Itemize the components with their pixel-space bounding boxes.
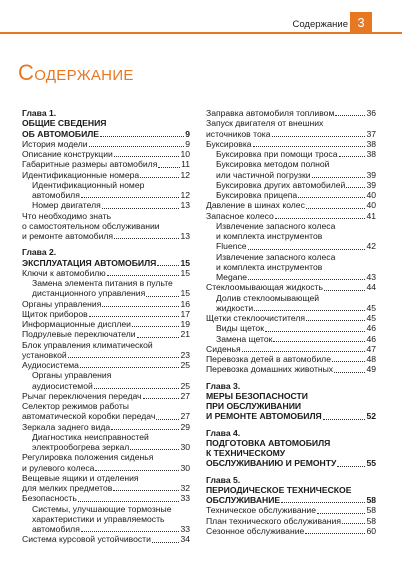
toc-page-number: 38 <box>366 149 376 159</box>
page-title: Содержание <box>18 60 134 85</box>
toc-entry-text: ПЕРИОДИЧЕСКОЕ ТЕХНИЧЕСКОЕ <box>206 484 352 495</box>
toc-entry-title: для мелких предметов <box>22 483 113 493</box>
toc-page-number: 40 <box>366 200 376 211</box>
toc-page-number: 19 <box>180 319 190 329</box>
leader-dots <box>242 351 366 352</box>
toc-entry-text: Системы, улучшающие тормозные <box>32 503 172 514</box>
toc-entry-text: ПОДГОТОВКА АВТОМОБИЛЯ <box>206 437 331 448</box>
leader-dots <box>254 310 365 311</box>
toc-page-number: 15 <box>180 267 190 278</box>
toc-page-number: 48 <box>366 354 376 364</box>
toc-entry-title: Запасное колесо <box>206 210 274 221</box>
toc-entry-text: Долив стеклоомывающей <box>216 292 320 303</box>
toc-entry-text: Идентификационный номер <box>32 179 145 190</box>
toc-entry-title: Зеркала заднего вида <box>22 421 111 432</box>
leader-dots <box>81 197 180 198</box>
leader-dots <box>275 218 366 219</box>
toc-entry[interactable] <box>206 180 376 190</box>
toc-entry-title: и рулевого колеса <box>22 462 95 473</box>
leader-dots <box>111 429 179 430</box>
leader-dots <box>157 265 179 266</box>
toc-page-number: 45 <box>366 302 376 313</box>
toc-entry[interactable] <box>22 381 190 391</box>
toc-entry-title: Megane <box>216 272 248 282</box>
toc-entry-title: Ключи к автомобилю <box>22 267 106 278</box>
toc-page-number: 58 <box>366 515 376 526</box>
toc-entry-title: ОБСЛУЖИВАНИЕ <box>206 495 281 505</box>
toc-entry[interactable] <box>22 463 190 473</box>
toc-page-number: 41 <box>366 210 376 221</box>
toc-entry[interactable] <box>206 139 376 149</box>
toc-entry[interactable] <box>22 350 190 360</box>
leader-dots <box>100 136 184 137</box>
leader-dots <box>78 501 180 502</box>
toc-entry-title: Щетки стеклоочистителя <box>206 313 305 323</box>
toc-page-number: 44 <box>366 282 376 293</box>
leader-dots <box>113 490 179 491</box>
toc-entry-title: Виды щеток <box>216 323 264 334</box>
toc-page-number: 12 <box>180 169 190 180</box>
toc-page-number: 13 <box>180 200 190 211</box>
leader-dots <box>281 502 365 503</box>
toc-entry-title: Описание конструкции <box>22 149 113 159</box>
toc-entry-title: Сиденья <box>206 343 241 354</box>
toc-entry[interactable] <box>22 170 190 180</box>
toc-entry-title: ЭКСПЛУАТАЦИЯ АВТОМОБИЛЯ <box>22 257 157 268</box>
toc-entry[interactable] <box>206 334 376 344</box>
toc-entry-title: аудиосистемой <box>32 380 93 391</box>
toc-entry-text: Органы управления <box>32 370 112 381</box>
page-number: 3 <box>350 12 372 34</box>
leader-dots <box>156 419 179 420</box>
toc-page-number: 33 <box>180 493 190 504</box>
toc-entry-text: Запуск двигателя от внешних <box>206 118 324 129</box>
leader-dots <box>317 513 365 514</box>
toc-entry[interactable] <box>206 411 376 421</box>
toc-entry-title: Щиток приборов <box>22 308 88 319</box>
toc-entry[interactable] <box>22 391 190 401</box>
toc-entry-title: автомобиля <box>32 524 80 534</box>
toc-entry-title: Fluence <box>216 241 247 252</box>
toc-entry-title: Рычаг переключения передач <box>22 390 142 401</box>
toc-entry[interactable] <box>22 534 190 544</box>
toc-page-number: 52 <box>366 411 376 422</box>
toc-page-number: 39 <box>366 169 376 180</box>
leader-dots <box>323 419 366 420</box>
leader-dots <box>306 320 365 321</box>
toc-entry[interactable] <box>22 268 190 278</box>
toc-page-number: 38 <box>366 138 376 149</box>
toc-entry[interactable] <box>206 200 376 210</box>
toc-page-number: 43 <box>366 272 376 282</box>
toc-entry-title: Органы управления <box>22 298 102 309</box>
leader-dots <box>114 156 180 157</box>
toc-entry-title: Заправка автомобиля топливом <box>206 108 335 118</box>
toc-entry[interactable] <box>206 323 376 333</box>
toc-entry-text: Регулировка положения сиденья <box>22 452 154 463</box>
toc-entry-text: Вещевые ящики и отделения <box>22 472 139 483</box>
toc-page-number: 12 <box>180 190 190 200</box>
toc-entry-title: История модели <box>22 138 88 149</box>
chapter-label: Глава 1. <box>22 108 57 118</box>
toc-entry-title: Давление в шинах колес <box>206 200 305 211</box>
toc-entry-title: Информационные дисплеи <box>22 319 131 329</box>
header-rule <box>0 32 402 34</box>
toc-entry-text: ОБЩИЕ СВЕДЕНИЯ <box>22 118 107 129</box>
toc-entry-title: Подрулевые переключатели <box>22 329 136 340</box>
leader-dots <box>253 146 366 147</box>
toc-entry[interactable] <box>22 329 190 339</box>
toc-page-number: 25 <box>180 360 190 370</box>
leader-dots <box>248 249 366 250</box>
toc-page-number: 34 <box>180 534 190 545</box>
toc-page-number: 36 <box>366 108 376 118</box>
leader-dots <box>102 208 180 209</box>
toc-entry-text: Селектор режимов работы <box>22 401 129 411</box>
toc-entry[interactable] <box>22 231 190 241</box>
toc-page-number: 16 <box>180 298 190 309</box>
toc-page-number: 33 <box>180 524 190 534</box>
chapter-label: Глава 4. <box>206 427 241 438</box>
toc-entry[interactable] <box>22 139 190 149</box>
toc-page-number: 39 <box>366 179 376 190</box>
toc-entry[interactable] <box>206 458 376 468</box>
toc-entry-title: Буксировка <box>206 138 252 149</box>
toc-entry[interactable] <box>206 354 376 364</box>
toc-entry-text: Диагностика неисправностей <box>32 431 149 442</box>
leader-dots <box>306 208 366 209</box>
chapter-label: Глава 3. <box>206 380 241 391</box>
toc-entry-title: Буксировка прицепа <box>216 190 298 200</box>
toc-page-number: 37 <box>366 128 376 139</box>
toc-entry[interactable] <box>206 149 376 159</box>
toc-entry-title: и ремонте автомобиля <box>22 231 114 241</box>
toc-entry-title: Система курсовой устойчивости <box>22 534 151 545</box>
leader-dots <box>68 357 180 358</box>
toc-page-number: 58 <box>366 505 376 516</box>
toc-entry[interactable] <box>206 364 376 374</box>
toc-entry-title: План технического обслуживания <box>206 515 341 526</box>
toc-entry-title: Номер двигателя <box>32 200 101 211</box>
toc-page-number: 23 <box>180 349 190 360</box>
toc-entry-title: Габаритные размеры автомобиля <box>22 159 158 170</box>
leader-dots <box>265 331 365 332</box>
toc-page-number: 11 <box>181 159 190 170</box>
toc-entry[interactable] <box>206 303 376 313</box>
leader-dots <box>342 523 365 524</box>
leader-dots <box>132 326 180 327</box>
toc-entry[interactable] <box>206 108 376 118</box>
toc-page-number: 30 <box>180 442 190 452</box>
leader-dots <box>140 177 179 178</box>
leader-dots <box>137 337 180 338</box>
toc-page-number: 46 <box>366 333 376 344</box>
toc-entry-title: Замена щеток <box>216 333 273 344</box>
leader-dots <box>346 187 365 188</box>
leader-dots <box>248 279 365 280</box>
leader-dots <box>312 177 366 178</box>
toc-entry[interactable] <box>206 129 376 139</box>
toc-entry[interactable] <box>206 190 376 200</box>
toc-page-number: 15 <box>180 257 190 268</box>
toc-entry-text: Что необходимо знать <box>22 210 112 221</box>
toc-page-number: 27 <box>180 390 190 401</box>
toc-entry[interactable] <box>206 313 376 323</box>
toc-entry-text: и комплекта инструментов <box>216 231 323 241</box>
toc-entry-title: автомобиля <box>32 190 80 200</box>
toc-page-number: 32 <box>180 483 190 493</box>
toc-page-number: 40 <box>366 190 376 200</box>
toc-entry-title: Сезонное обслуживание <box>206 525 305 536</box>
leader-dots <box>143 398 180 399</box>
toc-entry[interactable] <box>22 200 190 210</box>
toc-entry-title: Аудиосистема <box>22 360 79 370</box>
toc-page-number: 60 <box>366 525 376 536</box>
toc-entry-title: автоматической коробки передач <box>22 411 156 422</box>
toc-page-number: 13 <box>180 231 190 241</box>
toc-entry-text: характеристики и управляемость <box>32 513 165 524</box>
toc-entry-text: МЕРЫ БЕЗОПАСНОСТИ <box>206 390 308 401</box>
toc-entry-title: источников тока <box>206 128 271 139</box>
toc-entry-text: о самостоятельном обслуживании <box>22 220 160 231</box>
toc-entry-title: Перевозка домашних животных <box>206 364 334 375</box>
toc-entry-title: электрообогрева зеркал <box>32 442 130 452</box>
toc-entry[interactable] <box>22 483 190 493</box>
leader-dots <box>152 542 180 543</box>
leader-dots <box>95 470 179 471</box>
toc-entry[interactable] <box>22 411 190 421</box>
toc-page-number: 30 <box>180 462 190 473</box>
toc-entry-title: или частичной погрузки <box>216 169 311 180</box>
leader-dots <box>158 167 180 168</box>
toc-page-number: 58 <box>366 495 376 505</box>
toc-entry[interactable] <box>206 241 376 251</box>
toc-page-number: 45 <box>366 313 376 323</box>
toc-page-number: 9 <box>185 128 190 139</box>
toc-entry-title: Безопасность <box>22 493 77 504</box>
leader-dots <box>80 367 179 368</box>
leader-dots <box>272 136 366 137</box>
leader-dots <box>89 316 180 317</box>
leader-dots <box>337 466 365 467</box>
toc-entry-text: Извлечение запасного колеса <box>216 220 336 231</box>
page-header <box>0 0 402 40</box>
toc-entry[interactable] <box>22 258 190 268</box>
leader-dots <box>130 449 179 450</box>
toc-entry[interactable] <box>22 360 190 370</box>
toc-entry-title: ОБ АВТОМОБИЛЕ <box>22 128 100 139</box>
chapter-label: Глава 5. <box>206 474 241 485</box>
toc-entry-text: Извлечение запасного колеса <box>216 251 336 262</box>
leader-dots <box>146 296 179 297</box>
toc-entry-text: Буксировка методом полной <box>216 159 330 170</box>
leader-dots <box>102 306 179 307</box>
toc-entry-title: Перевозка детей в автомобиле <box>206 354 331 364</box>
toc-entry[interactable] <box>22 319 190 329</box>
toc-page-number: 27 <box>180 411 190 422</box>
toc-entry-title: дистанционного управления <box>32 288 146 299</box>
toc-entry-title: Буксировка при помощи троса <box>216 149 338 159</box>
toc-entry[interactable] <box>206 516 376 526</box>
leader-dots <box>89 146 185 147</box>
toc-entry-title: жидкости <box>216 302 254 313</box>
toc-column-right <box>206 108 376 536</box>
leader-dots <box>324 290 366 291</box>
leader-dots <box>107 275 180 276</box>
leader-dots <box>94 388 180 389</box>
toc-entry[interactable] <box>22 309 190 319</box>
toc-entry-title: Буксировка других автомобилей <box>216 179 346 190</box>
toc-entry[interactable] <box>206 344 376 354</box>
toc-page-number: 46 <box>366 323 376 334</box>
toc-entry[interactable] <box>22 129 190 139</box>
leader-dots <box>114 238 179 239</box>
toc-entry[interactable] <box>206 505 376 515</box>
toc-entry[interactable] <box>206 272 376 282</box>
leader-dots <box>332 361 365 362</box>
toc-entry[interactable] <box>206 526 376 536</box>
toc-entry-text: и комплекта инструментов <box>216 261 323 272</box>
toc-page-number: 17 <box>180 308 190 319</box>
toc-page-number: 25 <box>180 380 190 391</box>
toc-entry-title: ОБСЛУЖИВАНИЮ И РЕМОНТУ <box>206 458 337 469</box>
toc-entry-title: Техническое обслуживание <box>206 505 316 516</box>
leader-dots <box>273 341 365 342</box>
toc-entry[interactable] <box>22 442 190 452</box>
toc-entry-title: И РЕМОНТЕ АВТОМОБИЛЯ <box>206 411 322 422</box>
leader-dots <box>305 533 365 534</box>
toc-entry[interactable] <box>206 211 376 221</box>
toc-entry[interactable] <box>22 159 190 169</box>
toc-page-number: 21 <box>180 329 190 340</box>
leader-dots <box>334 372 365 373</box>
toc-entry[interactable] <box>22 422 190 432</box>
toc-entry-text: Блок управления климатической <box>22 339 153 350</box>
toc-page-number: 49 <box>366 364 376 375</box>
toc-page-number: 29 <box>180 421 190 432</box>
toc-page-number: 42 <box>366 241 376 252</box>
toc-entry-title: установкой <box>22 349 67 360</box>
toc-page-number: 9 <box>185 138 190 149</box>
toc-entry[interactable] <box>22 299 190 309</box>
toc-entry-text: ПРИ ОБСЛУЖИВАНИИ <box>206 401 302 411</box>
leader-dots <box>335 115 365 116</box>
toc-page-number: 15 <box>180 288 190 299</box>
leader-dots <box>339 156 366 157</box>
toc-entry-title: Идентификационные номера <box>22 169 140 180</box>
toc-entry[interactable] <box>206 170 376 180</box>
toc-entry-title: Стеклоомывающая жидкость <box>206 282 323 293</box>
toc-entry[interactable] <box>206 282 376 292</box>
toc-entry[interactable] <box>22 190 190 200</box>
toc-entry-text: Замена элемента питания в пульте <box>32 278 173 288</box>
toc-page-number: 10 <box>180 149 190 159</box>
toc-entry[interactable] <box>22 493 190 503</box>
toc-entry[interactable] <box>22 524 190 534</box>
chapter-label: Глава 2. <box>22 247 57 258</box>
toc-page-number: 47 <box>366 343 376 354</box>
leader-dots <box>298 197 365 198</box>
toc-entry[interactable] <box>22 288 190 298</box>
toc-page-number: 55 <box>366 458 376 469</box>
toc-entry[interactable] <box>22 149 190 159</box>
toc-entry-text: К ТЕХНИЧЕСКОМУ <box>206 448 286 458</box>
running-title: Содержание <box>292 19 348 30</box>
toc-entry[interactable] <box>206 495 376 505</box>
leader-dots <box>81 531 180 532</box>
toc-column-left <box>22 108 190 545</box>
